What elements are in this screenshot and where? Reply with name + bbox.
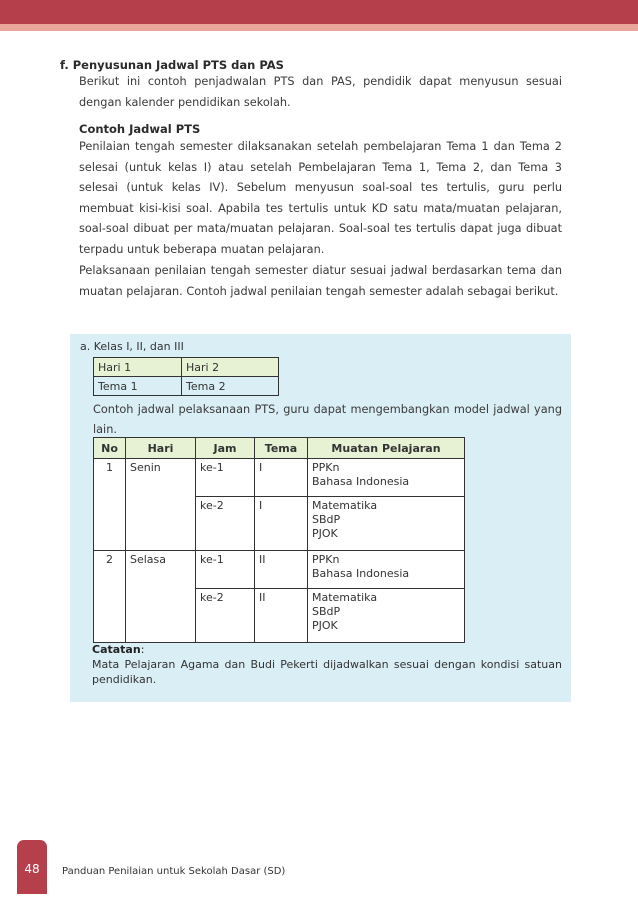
- table-cell: Tema 2: [182, 377, 279, 396]
- table-header-cell: Hari 2: [182, 358, 279, 377]
- subject-item: Matematika: [312, 591, 378, 604]
- table-cell: Tema 1: [94, 377, 182, 396]
- section-heading: f. Penyusunan Jadwal PTS dan PAS: [60, 58, 284, 72]
- jam-cell: ke-2: [196, 497, 255, 551]
- subject-item: Matematika: [312, 499, 378, 512]
- table-header-cell: Jam: [196, 438, 255, 459]
- intro-paragraph: Berikut ini contoh penjadwalan PTS dan PAS, pendidik dapat menyusun sesuai dengan kalender pendidikan sekolah.: [79, 75, 562, 109]
- tema-cell: I: [255, 497, 308, 551]
- row-number: 1: [94, 459, 126, 551]
- tema-cell: II: [255, 589, 308, 643]
- day-cell: Selasa: [126, 551, 196, 643]
- subject-item: PJOK: [312, 619, 338, 632]
- header-accent-stripe: [0, 24, 638, 31]
- table-header-cell: Muatan Pelajaran: [308, 438, 465, 459]
- list-label: a. Kelas I, II, dan III: [80, 340, 184, 353]
- muatan-cell: [308, 551, 465, 589]
- subject-item: Bahasa Indonesia: [312, 475, 410, 488]
- footer-title: Panduan Penilaian untuk Sekolah Dasar (SD): [62, 866, 286, 877]
- hari-table: [93, 357, 279, 396]
- table-row: [94, 459, 465, 497]
- note-label: [92, 643, 144, 656]
- subject-item: PPKn: [312, 461, 340, 474]
- subject-item: Bahasa Indonesia: [312, 567, 410, 580]
- jam-cell: ke-1: [196, 459, 255, 497]
- sub-heading: Contoh Jadwal PTS: [79, 122, 201, 136]
- table-header-cell: No: [94, 438, 126, 459]
- page-number: 48: [24, 862, 40, 876]
- table-row: [94, 377, 279, 396]
- table-header-cell: Hari 1: [94, 358, 182, 377]
- table-row: [94, 551, 465, 589]
- muatan-cell: [308, 497, 465, 551]
- page-number-tab: [17, 840, 47, 894]
- tema-cell: I: [255, 459, 308, 497]
- note-intro: Contoh jadwal pelaksanaan PTS, guru dapat mengembangkan model jadwal yang lain.: [93, 403, 562, 436]
- note-label-text: Catatan: [92, 643, 141, 656]
- subject-item: PJOK: [312, 527, 338, 540]
- subject-item: SBdP: [312, 513, 341, 526]
- body-paragraph-2: Pelaksanaan penilaian tengah semester diatur sesuai jadwal berdasarkan tema dan muatan pelajaran. Contoh jadwal penilaian tengah semester adalah sebagai berikut.: [79, 264, 562, 298]
- note-label-colon: :: [140, 643, 145, 656]
- muatan-cell: [308, 459, 465, 497]
- muatan-cell: [308, 589, 465, 643]
- jadwal-table: [93, 437, 465, 643]
- note-text: Mata Pelajaran Agama dan Budi Pekerti dijadwalkan sesuai dengan kondisi satuan pendidikan.: [92, 658, 562, 686]
- table-header-row: [94, 438, 465, 459]
- table-header-cell: Hari: [126, 438, 196, 459]
- body-paragraph-1: Penilaian tengah semester dilaksanakan setelah pembelajaran Tema 1 dan Tema 2 selesai (untuk kelas I) atau setelah Pembelajaran Tema 1, Tema 2, dan Tema 3 selesai (untuk kelas IV). Sebelum menyusun soal-soal tes tertulis, guru perlu membuat kisi-kisi soal. Apabila tes tertulis untuk KD satu mata/muatan pelajaran, soal-soal dibuat per mata/muatan pelajaran. Soal-soal tes tertulis dapat juga dibuat terpadu untuk beberapa muatan pelajaran.: [79, 140, 562, 256]
- jam-cell: ke-1: [196, 551, 255, 589]
- table-header-row: [94, 358, 279, 377]
- table-header-cell: Tema: [255, 438, 308, 459]
- row-number: 2: [94, 551, 126, 643]
- jam-cell: ke-2: [196, 589, 255, 643]
- day-cell: Senin: [126, 459, 196, 551]
- tema-cell: II: [255, 551, 308, 589]
- header-bar: [0, 0, 638, 24]
- subject-item: PPKn: [312, 553, 340, 566]
- subject-item: SBdP: [312, 605, 341, 618]
